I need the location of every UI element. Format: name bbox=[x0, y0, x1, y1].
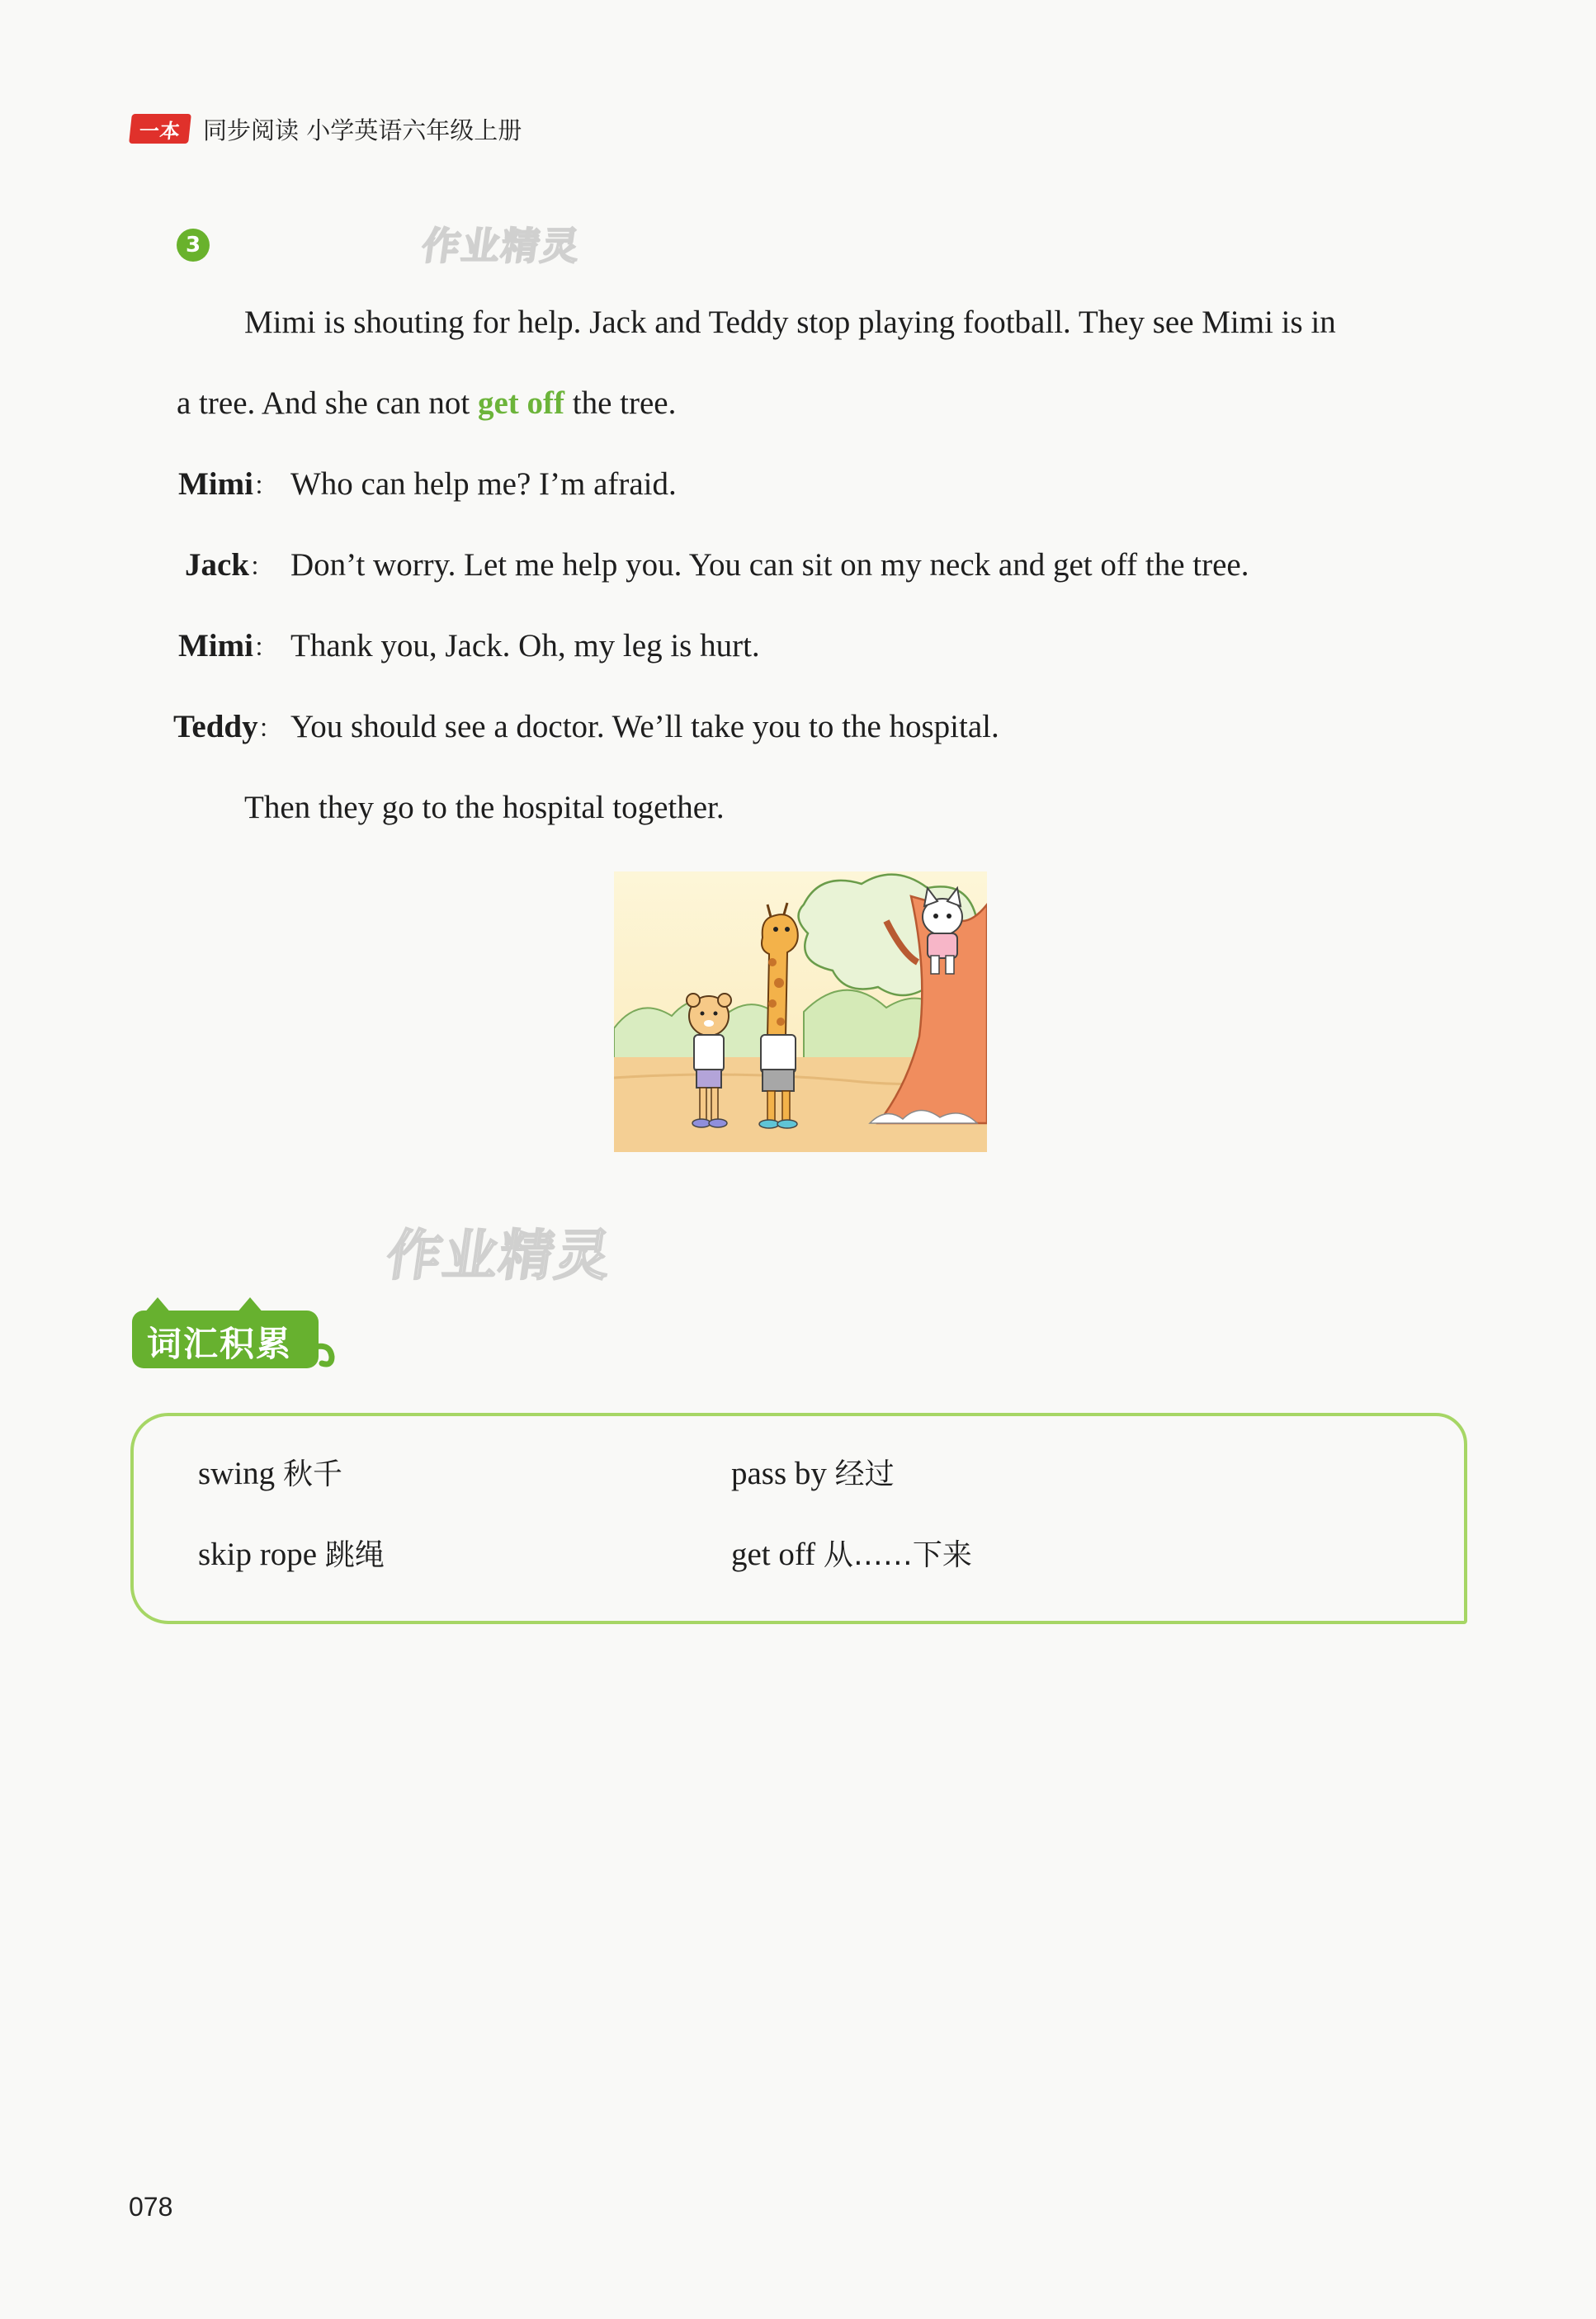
story-illustration bbox=[614, 871, 987, 1152]
dialogue-line bbox=[178, 627, 278, 664]
speaker-separator: ： bbox=[253, 635, 278, 662]
speaker-name: Teddy bbox=[173, 709, 258, 744]
watermark: 作业精灵 bbox=[418, 224, 584, 268]
dialogue-text: Thank you, Jack. Oh, my leg is hurt. bbox=[290, 628, 760, 664]
speaker-name: Mimi bbox=[178, 628, 253, 664]
dialogue-text: Don’t worry. Let me help you. You can sit on my neck and get off the tree. bbox=[290, 547, 1249, 583]
highlight-phrase: get off bbox=[477, 385, 564, 421]
speaker-separator: ： bbox=[253, 473, 278, 500]
vocab-chinese: 从……下来 bbox=[823, 1538, 972, 1572]
vocab-english: swing bbox=[198, 1456, 276, 1491]
speaker-name: Mimi bbox=[178, 466, 253, 502]
dialogue-line bbox=[178, 465, 278, 503]
story-text: a tree. And she can not bbox=[177, 385, 478, 421]
dialogue-line bbox=[185, 546, 274, 583]
tag-curl-decoration bbox=[314, 1339, 343, 1372]
vocab-box bbox=[130, 1413, 1467, 1624]
vocab-english: skip rope bbox=[198, 1537, 318, 1572]
speaker-separator: ： bbox=[257, 716, 283, 743]
speaker-separator: ： bbox=[249, 554, 274, 581]
page-number: 078 bbox=[129, 2192, 173, 2222]
vocab-item bbox=[731, 1532, 972, 1574]
book-title: 同步阅读 小学英语六年级上册 bbox=[203, 116, 522, 144]
watermark: 作业精灵 bbox=[382, 1224, 616, 1287]
story-paragraph-line bbox=[177, 385, 676, 422]
brand-logo: 一本 bbox=[129, 114, 191, 144]
vocab-item bbox=[198, 1532, 385, 1574]
story-paragraph-line: Mimi is shouting for help. Jack and Teddy stop playing football. They see Mimi is in bbox=[244, 305, 1336, 340]
page-header bbox=[130, 111, 522, 147]
illustration-svg bbox=[614, 871, 987, 1152]
vocab-heading: 词汇积累 bbox=[147, 1324, 293, 1364]
vocab-chinese: 秋千 bbox=[282, 1457, 342, 1491]
speaker-name: Jack bbox=[185, 547, 249, 583]
story-text: the tree. bbox=[564, 385, 677, 421]
vocab-item bbox=[198, 1451, 342, 1493]
vocab-english: get off bbox=[731, 1537, 816, 1572]
dialogue-text: You should see a doctor. We’ll take you to the hospital. bbox=[290, 709, 999, 744]
vocab-heading-tag bbox=[132, 1311, 320, 1370]
vocab-chinese: 经过 bbox=[834, 1457, 895, 1491]
section-number-badge: 3 bbox=[177, 229, 210, 262]
vocab-chinese: 跳绳 bbox=[324, 1538, 385, 1572]
vocab-item bbox=[731, 1451, 895, 1493]
dialogue-line bbox=[173, 708, 283, 745]
vocab-english: pass by bbox=[731, 1456, 827, 1491]
story-closing-line: Then they go to the hospital together. bbox=[244, 790, 725, 825]
dialogue-text: Who can help me? I’m afraid. bbox=[290, 466, 677, 502]
